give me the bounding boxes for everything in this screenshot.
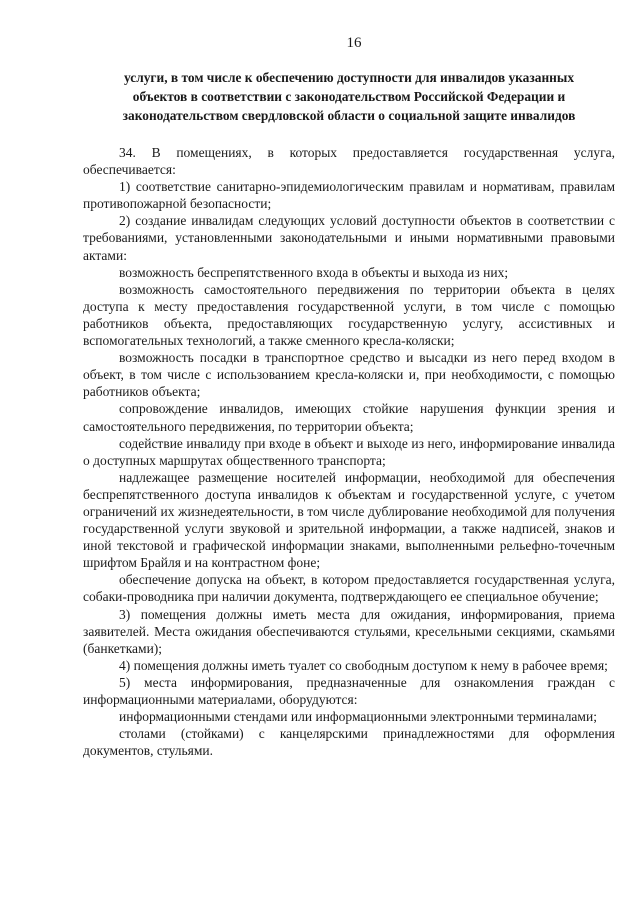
paragraph-entrance: возможность беспрепятственного входа в объекты и выхода из них; xyxy=(119,264,509,280)
paragraph-item-2: 2) создание инвалидам следующих условий доступности объектов в соответствии с требованиями, установленными законодательными и иными нормативными правовыми актами: xyxy=(83,213,615,263)
paragraph-transport: возможность посадки в транспортное средство и высадки из него перед входом в объект, в том числе с использованием кресла-коляски и, при необходимости, с помощью работников объекта; xyxy=(83,350,615,400)
paragraph-movement: возможность самостоятельного передвижения по территории объекта в целях доступа к месту предоставления государственной услуги, в том числе с помощью работников объекта, предоставляющих государственную услугу, ассистивных и вспомогательных технологий, а также сменного кресла-коляски; xyxy=(83,281,615,349)
heading-line: услуги, в том числе к обеспечению доступности для инвалидов указанных xyxy=(123,70,575,85)
paragraph-item-1: 1) соответствие санитарно-эпидемиологическим правилам и нормативам, правилам противопожарной безопасности; xyxy=(83,179,615,212)
paragraph-item-4: 4) помещения должны иметь туалет со свободным доступом к нему в рабочее время; xyxy=(119,657,608,673)
heading-line: объектов в соответствии с законодательством Российской Федерации и xyxy=(132,89,566,104)
paragraph-tables: столами (стойками) с канцелярскими принадлежностями для оформления документов, стульями. xyxy=(83,726,615,759)
document-body xyxy=(83,144,615,759)
paragraph-stands: информационными стендами или информационными электронными терминалами; xyxy=(119,709,597,725)
paragraph-escort: сопровождение инвалидов, имеющих стойкие нарушения функции зрения и самостоятельного передвижения, по территории объекта; xyxy=(83,401,615,434)
paragraph-assistance: содействие инвалиду при входе в объект и выходе из него, информирование инвалида о доступных маршрутах общественного транспорта; xyxy=(83,435,615,468)
paragraph-34: 34. В помещениях, в которых предоставляется государственная услуга, обеспечивается: xyxy=(83,145,615,178)
paragraph-guide-dog: обеспечение допуска на объект, в котором предоставляется государственная услуга, собаки-проводника при наличии документа, подтверждающего ее специальное обучение; xyxy=(83,572,615,605)
paragraph-item-3: 3) помещения должны иметь места для ожидания, информирования, приема заявителей. Места ожидания обеспечиваются стульями, кресельными секциями, скамьями (банкетками); xyxy=(83,606,615,656)
paragraph-information-placement: надлежащее размещение носителей информации, необходимой для обеспечения беспрепятственного доступа инвалидов к объектам и государственной услуге, с учетом ограничений их жизнедеятельности, в том числе дублирование необходимой для получения государственной услуги звуковой и зрительной информации, а также надписей, знаков и иной текстовой и графической информации знаками, выполненными рельефно-точечным шрифтом Брайля и на контрастном фоне; xyxy=(83,469,615,571)
section-heading xyxy=(83,68,615,125)
page-number: 16 xyxy=(346,35,362,51)
heading-line: законодательством свердловской области о социальной защите инвалидов xyxy=(122,108,576,123)
paragraph-item-5: 5) места информирования, предназначенные для ознакомления граждан с информационными материалами, оборудуются: xyxy=(83,674,615,707)
document-page xyxy=(83,34,615,759)
